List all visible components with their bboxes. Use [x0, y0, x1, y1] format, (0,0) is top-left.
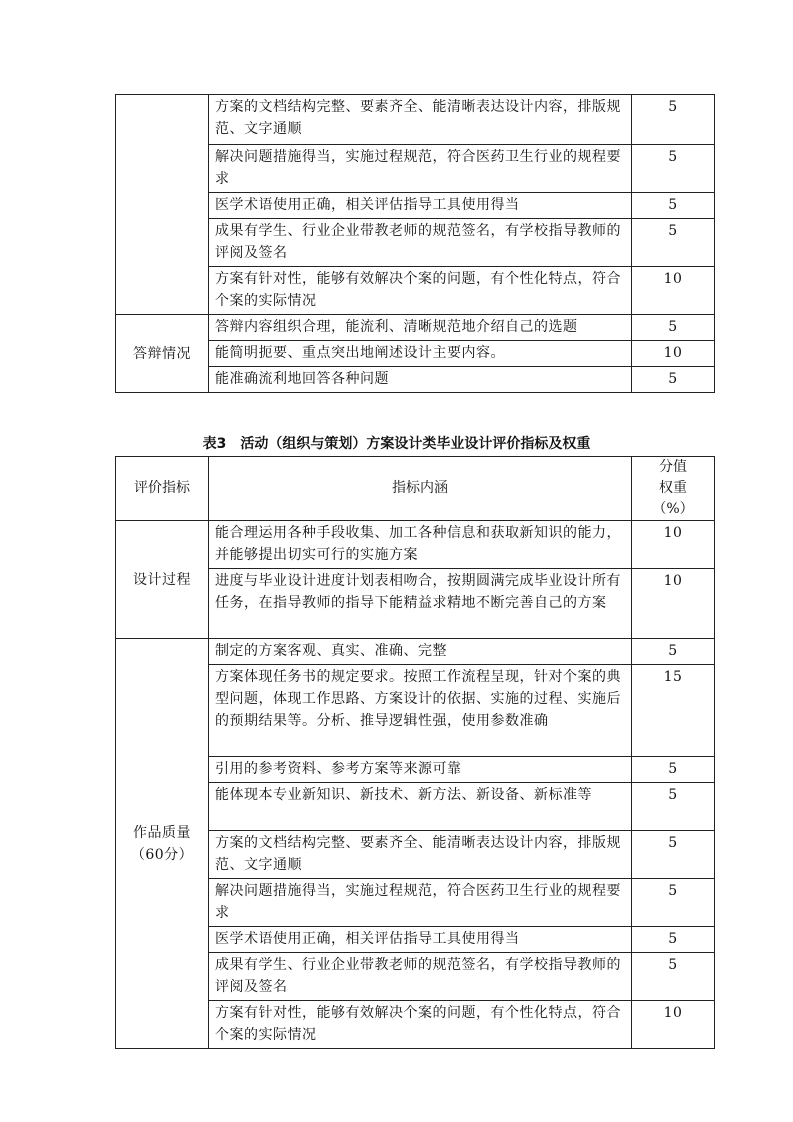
criterion-content: 能合理运用各种手段收集、加工各种信息和获取新知识的能力，并能够提出切实可行的实施方案 [209, 521, 632, 569]
criterion-weight: 5 [632, 145, 715, 193]
criterion-content: 解决问题措施得当，实施过程规范，符合医药卫生行业的规程要求 [209, 145, 632, 193]
criterion-content: 解决问题措施得当，实施过程规范，符合医药卫生行业的规程要求 [209, 879, 632, 927]
criterion-weight: 5 [632, 953, 715, 1001]
evaluation-table-3 [115, 456, 715, 1049]
criterion-weight: 5 [632, 95, 715, 145]
header-weight-line3: （%） [652, 501, 694, 517]
criterion-weight: 10 [632, 521, 715, 569]
criterion-content: 能简明扼要、重点突出地阐述设计主要内容。 [209, 341, 632, 367]
criterion-weight: 5 [632, 879, 715, 927]
header-weight [632, 457, 715, 521]
criterion-content: 方案体现任务书的规定要求。按照工作流程呈现，针对个案的典型问题，体现工作思路、方案设计的依据、实施的过程、实施后的预期结果等。分析、推导逻辑性强，使用参数准确 [209, 665, 632, 757]
header-content: 指标内涵 [209, 457, 632, 521]
criterion-content: 能准确流利地回答各种问题 [209, 367, 632, 393]
criterion-weight: 5 [632, 315, 715, 341]
criterion-weight: 10 [632, 569, 715, 639]
criterion-weight: 5 [632, 219, 715, 267]
criterion-content: 制定的方案客观、真实、准确、完整 [209, 639, 632, 665]
criterion-content: 方案有针对性，能够有效解决个案的问题，有个性化特点，符合个案的实际情况 [209, 1001, 632, 1049]
header-weight-line1: 分值 [659, 459, 687, 475]
table-row [116, 639, 715, 665]
criterion-weight: 5 [632, 927, 715, 953]
indicator-process: 设计过程 [116, 521, 209, 639]
header-weight-line2: 权重 [659, 480, 687, 496]
criterion-weight: 5 [632, 193, 715, 219]
table-row [116, 315, 715, 341]
criterion-weight: 5 [632, 367, 715, 393]
criterion-content: 成果有学生、行业企业带教老师的规范签名，有学校指导教师的评阅及签名 [209, 219, 632, 267]
criterion-weight: 15 [632, 665, 715, 757]
criterion-weight: 5 [632, 783, 715, 831]
indicator-quality-score: （60分） [130, 846, 194, 863]
criterion-content: 方案的文档结构完整、要素齐全、能清晰表达设计内容，排版规范、文字通顺 [209, 95, 632, 145]
header-indicator: 评价指标 [116, 457, 209, 521]
criterion-content: 方案的文档结构完整、要素齐全、能清晰表达设计内容，排版规范、文字通顺 [209, 831, 632, 879]
indicator-defense: 答辩情况 [116, 315, 209, 393]
evaluation-table-continued [115, 94, 715, 393]
criterion-weight: 10 [632, 1001, 715, 1049]
table-header-row [116, 457, 715, 521]
indicator-quality-label: 作品质量 [133, 824, 191, 841]
criterion-content: 医学术语使用正确，相关评估指导工具使用得当 [209, 193, 632, 219]
criterion-content: 方案有针对性，能够有效解决个案的问题，有个性化特点，符合个案的实际情况 [209, 267, 632, 315]
criterion-weight: 5 [632, 757, 715, 783]
criterion-content: 引用的参考资料、参考方案等来源可靠 [209, 757, 632, 783]
criterion-content: 能体现本专业新知识、新技术、新方法、新设备、新标准等 [209, 783, 632, 831]
table-caption: 表3 活动（组织与策划）方案设计类毕业设计评价指标及权重 [202, 436, 591, 452]
table-row [116, 521, 715, 569]
criterion-weight: 10 [632, 267, 715, 315]
criterion-weight: 10 [632, 341, 715, 367]
criterion-content: 医学术语使用正确，相关评估指导工具使用得当 [209, 927, 632, 953]
criterion-content: 答辩内容组织合理，能流利、清晰规范地介绍自己的选题 [209, 315, 632, 341]
indicator-cell-empty [116, 95, 209, 315]
criterion-content: 成果有学生、行业企业带教老师的规范签名，有学校指导教师的评阅及签名 [209, 953, 632, 1001]
table-row [116, 95, 715, 145]
indicator-quality [116, 639, 209, 1049]
criterion-weight: 5 [632, 639, 715, 665]
criterion-content: 进度与毕业设计进度计划表相吻合，按期圆满完成毕业设计所有任务，在指导教师的指导下能精益求精地不断完善自己的方案 [209, 569, 632, 639]
criterion-weight: 5 [632, 831, 715, 879]
